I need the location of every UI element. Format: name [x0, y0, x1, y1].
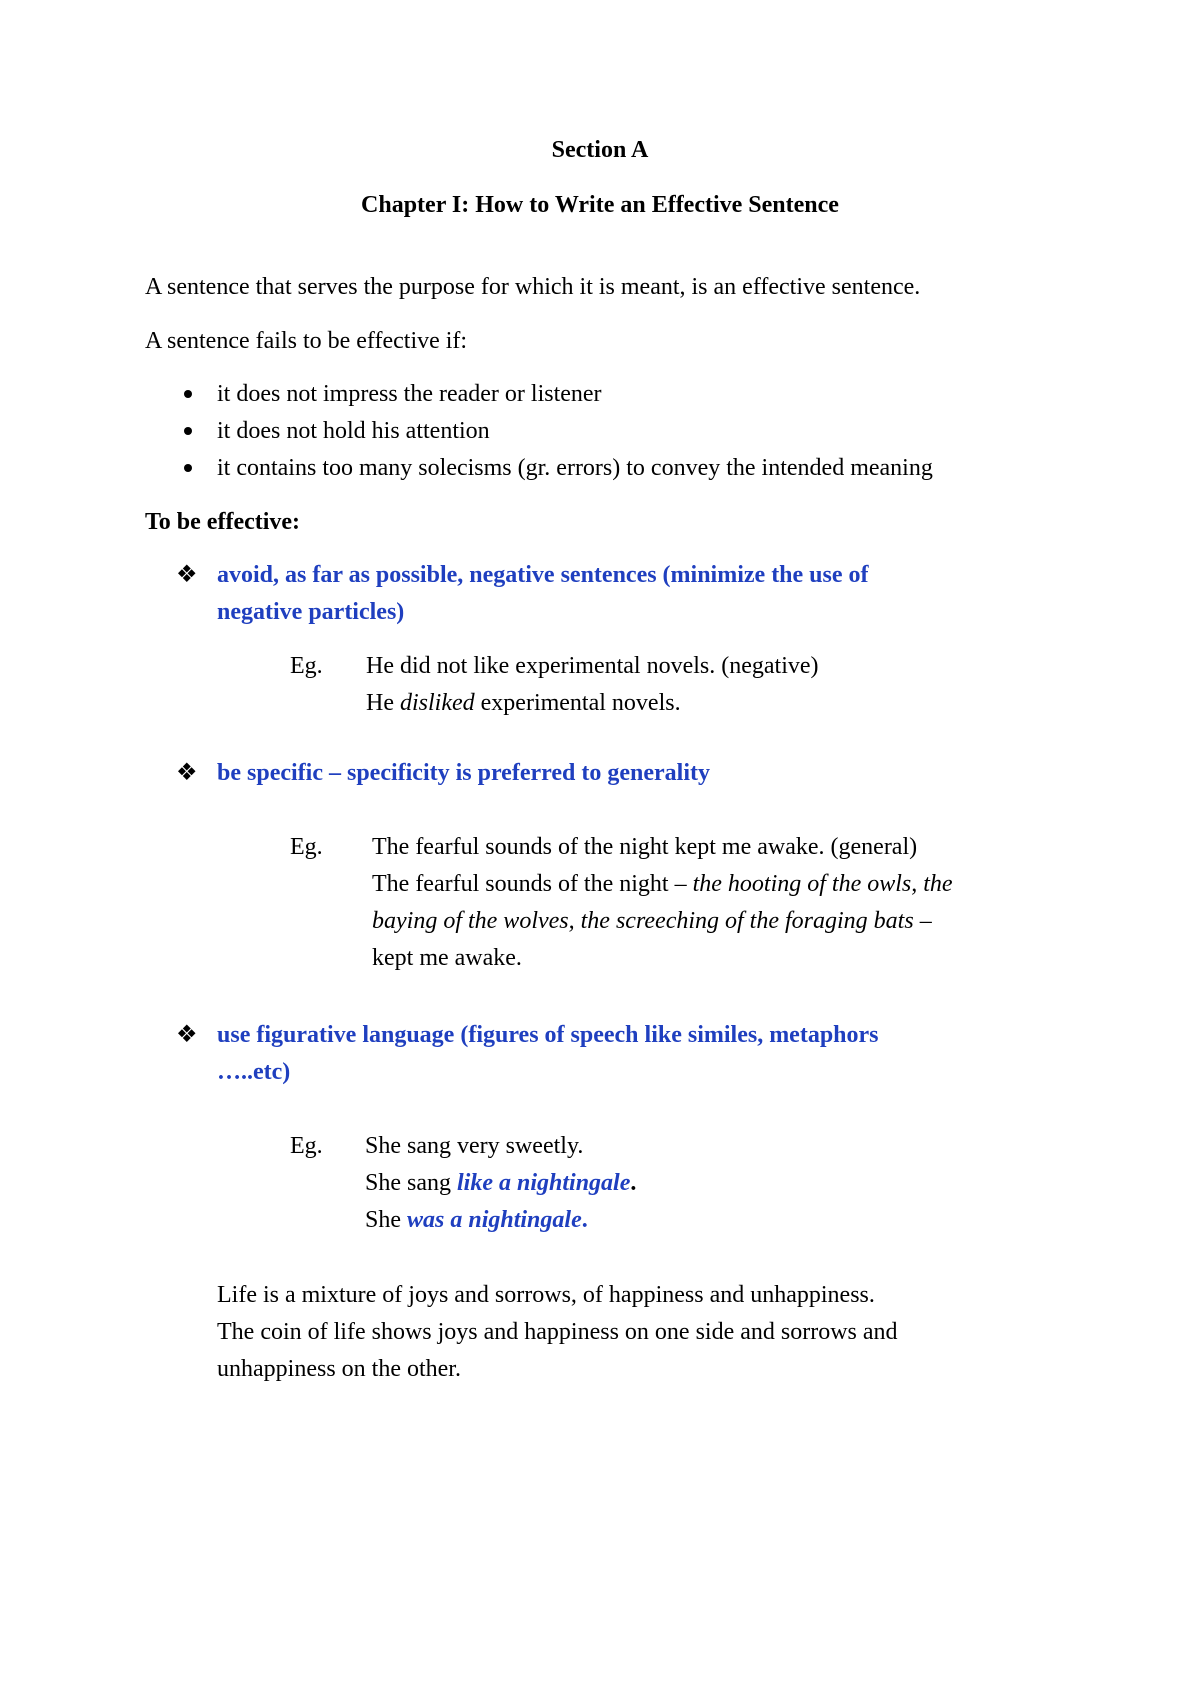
tip-2-example-1: The fearful sounds of the night kept me awake. (general) [372, 834, 918, 860]
bullet-dot-icon [184, 427, 192, 435]
tip-1-line-2: negative particles) [217, 599, 405, 625]
tip-2-eg-label: Eg. [290, 834, 323, 860]
fails-intro: A sentence fails to be effective if: [145, 328, 468, 354]
tip-2-example-4: kept me awake. [372, 945, 522, 971]
section-title: Section A [551, 137, 649, 163]
tip-2-example-3 [372, 906, 932, 936]
to-be-effective-heading: To be effective: [145, 509, 301, 535]
fail-bullet-2: it does not hold his attention [217, 418, 490, 444]
tip-3-example-1: She sang very sweetly. [365, 1133, 584, 1159]
tip-3-example-2: She sang like a nightingale. [365, 1170, 637, 1196]
tip-2-example-2: The fearful sounds of the night – the hooting of the owls, the [372, 871, 953, 897]
closing-line-2: The coin of life shows joys and happiness on one side and sorrows and [217, 1319, 898, 1345]
diamond-bullet-icon: ❖ [176, 760, 198, 786]
tip-1-eg-label: Eg. [290, 653, 323, 679]
bullet-dot-icon [184, 464, 192, 472]
tip-3-example-3: She was a nightingale. [365, 1207, 588, 1233]
tip-2-example-3-emphasis: baying of the wolves, the screeching of the foraging bats – [372, 908, 932, 934]
tip-2-example-2-emphasis: the hooting of the owls, the [692, 871, 953, 897]
bullet-dot-icon [184, 390, 192, 398]
tip-3-line-1: use figurative language (figures of speech like similes, metaphors [217, 1022, 879, 1048]
intro-sentence: A sentence that serves the purpose for which it is meant, is an effective sentence. [145, 274, 921, 300]
tip-3-line-2: …..etc) [217, 1059, 291, 1085]
diamond-bullet-icon: ❖ [176, 1022, 198, 1048]
tip-3-example-2-emphasis: like a nightingale [457, 1170, 631, 1196]
tip-1-example-1: He did not like experimental novels. (negative) [366, 653, 819, 679]
tip-1-example-2: He disliked experimental novels. [366, 690, 681, 716]
chapter-title: Chapter I: How to Write an Effective Sentence [361, 192, 839, 218]
tip-1-line-1: avoid, as far as possible, negative sentences (minimize the use of [217, 562, 869, 588]
fail-bullet-3: it contains too many solecisms (gr. errors) to convey the intended meaning [217, 455, 933, 481]
fail-bullet-1: it does not impress the reader or listener [217, 381, 602, 407]
tip-2-line-1: be specific – specificity is preferred to generality [217, 760, 710, 786]
tip-1-example-2-emphasis: disliked [399, 690, 475, 716]
closing-line-1: Life is a mixture of joys and sorrows, of happiness and unhappiness. [217, 1282, 875, 1308]
tip-3-example-3-emphasis: was a nightingale [407, 1207, 582, 1233]
tip-3-eg-label: Eg. [290, 1133, 323, 1159]
diamond-bullet-icon: ❖ [176, 562, 198, 588]
closing-line-3: unhappiness on the other. [217, 1356, 461, 1382]
